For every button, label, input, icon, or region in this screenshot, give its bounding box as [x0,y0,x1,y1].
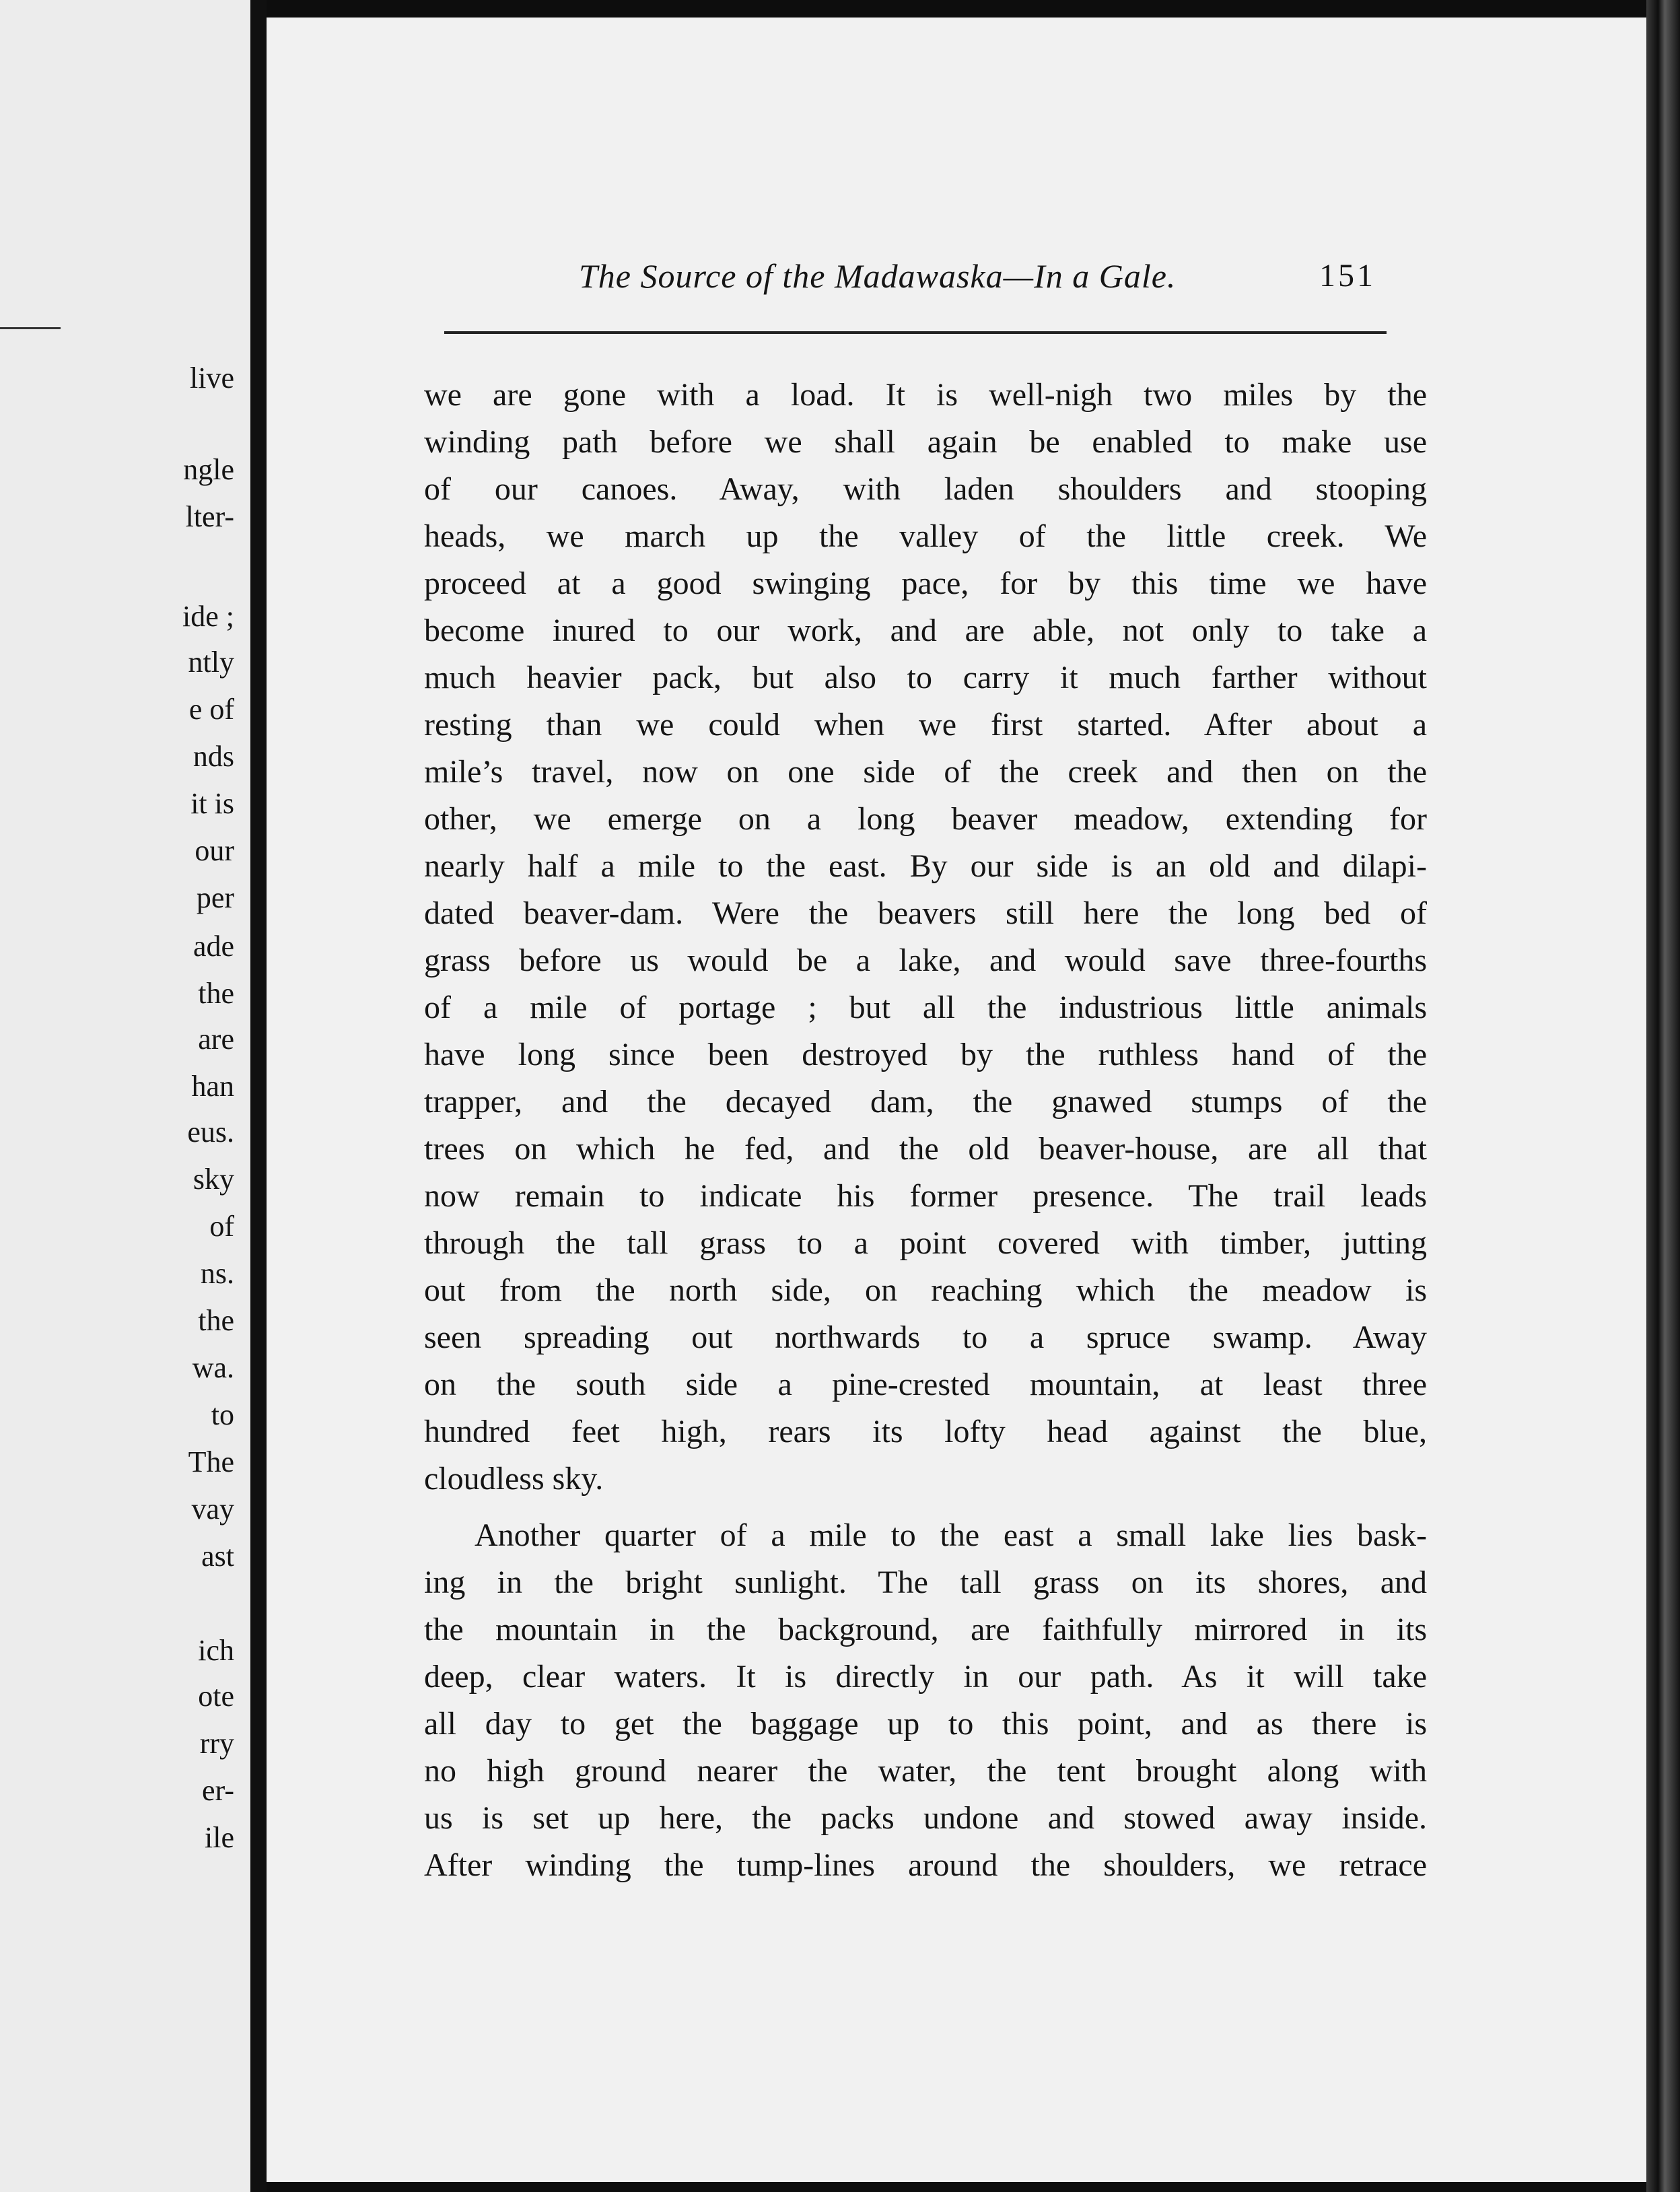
left-page-rule [0,327,61,329]
left-page-fragment: eus. [187,1116,234,1149]
text-line: trees on which he fed, and the old beaver-house, are all that [424,1131,1427,1167]
text-line: out from the north side, on reaching which the meadow is [424,1272,1427,1308]
text-line: proceed at a good swinging pace, for by this time we have [424,566,1427,601]
text-line: hundred feet high, rears its lofty head against the blue, [424,1414,1427,1449]
text-line: After winding the tump-lines around the shoulders, we retrace [424,1847,1427,1883]
left-page-fragment: ns. [200,1257,234,1290]
text-line: become inured to our work, and are able, not only to take a [424,613,1427,648]
page-number: 151 [1319,258,1376,294]
left-page-fragment: the [198,1304,234,1337]
text-line: other, we emerge on a long beaver meadow, extending for [424,801,1427,837]
text-line: nearly half a mile to the east. By our side is an old and dilapi- [424,848,1427,884]
text-line: trapper, and the decayed dam, the gnawed stumps of the [424,1084,1427,1120]
body-text [424,372,1427,1889]
left-page-fragment: the [198,977,234,1010]
left-page-fragment: rry [199,1727,234,1760]
header-rule [444,331,1387,334]
left-page-fragment: er- [202,1774,234,1807]
left-page-fragment: per [196,881,234,914]
left-page-fragment: are [198,1023,234,1056]
left-page-fragment: to [211,1398,234,1431]
book-gutter [250,0,267,2192]
running-head [312,246,1376,306]
text-line: now remain to indicate his former presence. The trail leads [424,1178,1427,1214]
text-line: we are gone with a load. It is well-nigh two miles by the [424,377,1427,413]
running-head-title: The Source of the Madawaska—In a Gale. [579,257,1177,295]
text-line: of our canoes. Away, with laden shoulders and stooping [424,471,1427,507]
text-line: mile’s travel, now on one side of the creek and then on the [424,754,1427,790]
left-page-fragment: vay [191,1493,234,1526]
text-line: through the tall grass to a point covered with timber, jutting [424,1225,1427,1261]
text-line: grass before us would be a lake, and would save three-fourths [424,943,1427,978]
text-line: cloudless sky. [424,1461,604,1497]
text-line: of a mile of portage ; but all the industrious little animals [424,990,1427,1025]
left-page-fragment: ide ; [182,600,234,633]
left-page-fragment: ile [205,1821,234,1854]
left-page-fragment: it is [190,787,234,820]
left-page-fragment: ngle [183,453,234,486]
left-page-fragment: han [191,1070,234,1103]
left-page-fragment: live [190,362,234,395]
left-page-fragment: The [188,1445,234,1478]
page-edge [1646,0,1680,2192]
text-line: have long since been destroyed by the ruthless hand of the [424,1037,1427,1072]
text-line: winding path before we shall again be enabled to make use [424,424,1427,460]
text-line: much heavier pack, but also to carry it much farther without [424,660,1427,695]
left-page-fragment: ich [198,1634,234,1667]
text-line: resting than we could when we first started. After about a [424,707,1427,743]
text-line: seen spreading out northwards to a spruce swamp. Away [424,1320,1427,1355]
left-page-fragment: ade [193,930,234,963]
text-line: ing in the bright sunlight. The tall grass on its shores, and [424,1565,1427,1600]
text-line: all day to get the baggage up to this point, and as there is [424,1706,1427,1742]
left-page-fragment: wa. [192,1351,234,1384]
left-page-fragment: lter- [185,500,234,533]
left-page-fragment: ntly [188,646,234,679]
text-line: on the south side a pine-crested mountain, at least three [424,1367,1427,1402]
left-page-fragment: ast [201,1540,234,1573]
left-page-fragment: sky [193,1163,234,1196]
text-line: Another quarter of a mile to the east a small lake lies bask- [475,1517,1427,1553]
text-line: no high ground nearer the water, the tent brought along with [424,1753,1427,1789]
left-page-fragment: of [209,1210,234,1243]
text-line: heads, we march up the valley of the little creek. We [424,518,1427,554]
left-page-fragment: our [195,834,234,867]
left-page-fragment: nds [193,740,234,773]
left-page [0,0,250,2192]
text-line: deep, clear waters. It is directly in our path. As it will take [424,1659,1427,1694]
text-line: the mountain in the background, are faithfully mirrored in its [424,1612,1427,1647]
text-line: dated beaver-dam. Were the beavers still here the long bed of [424,895,1427,931]
left-page-fragment: e of [188,693,234,726]
left-page-fragment: ote [198,1680,234,1713]
text-line: us is set up here, the packs undone and stowed away inside. [424,1800,1427,1836]
